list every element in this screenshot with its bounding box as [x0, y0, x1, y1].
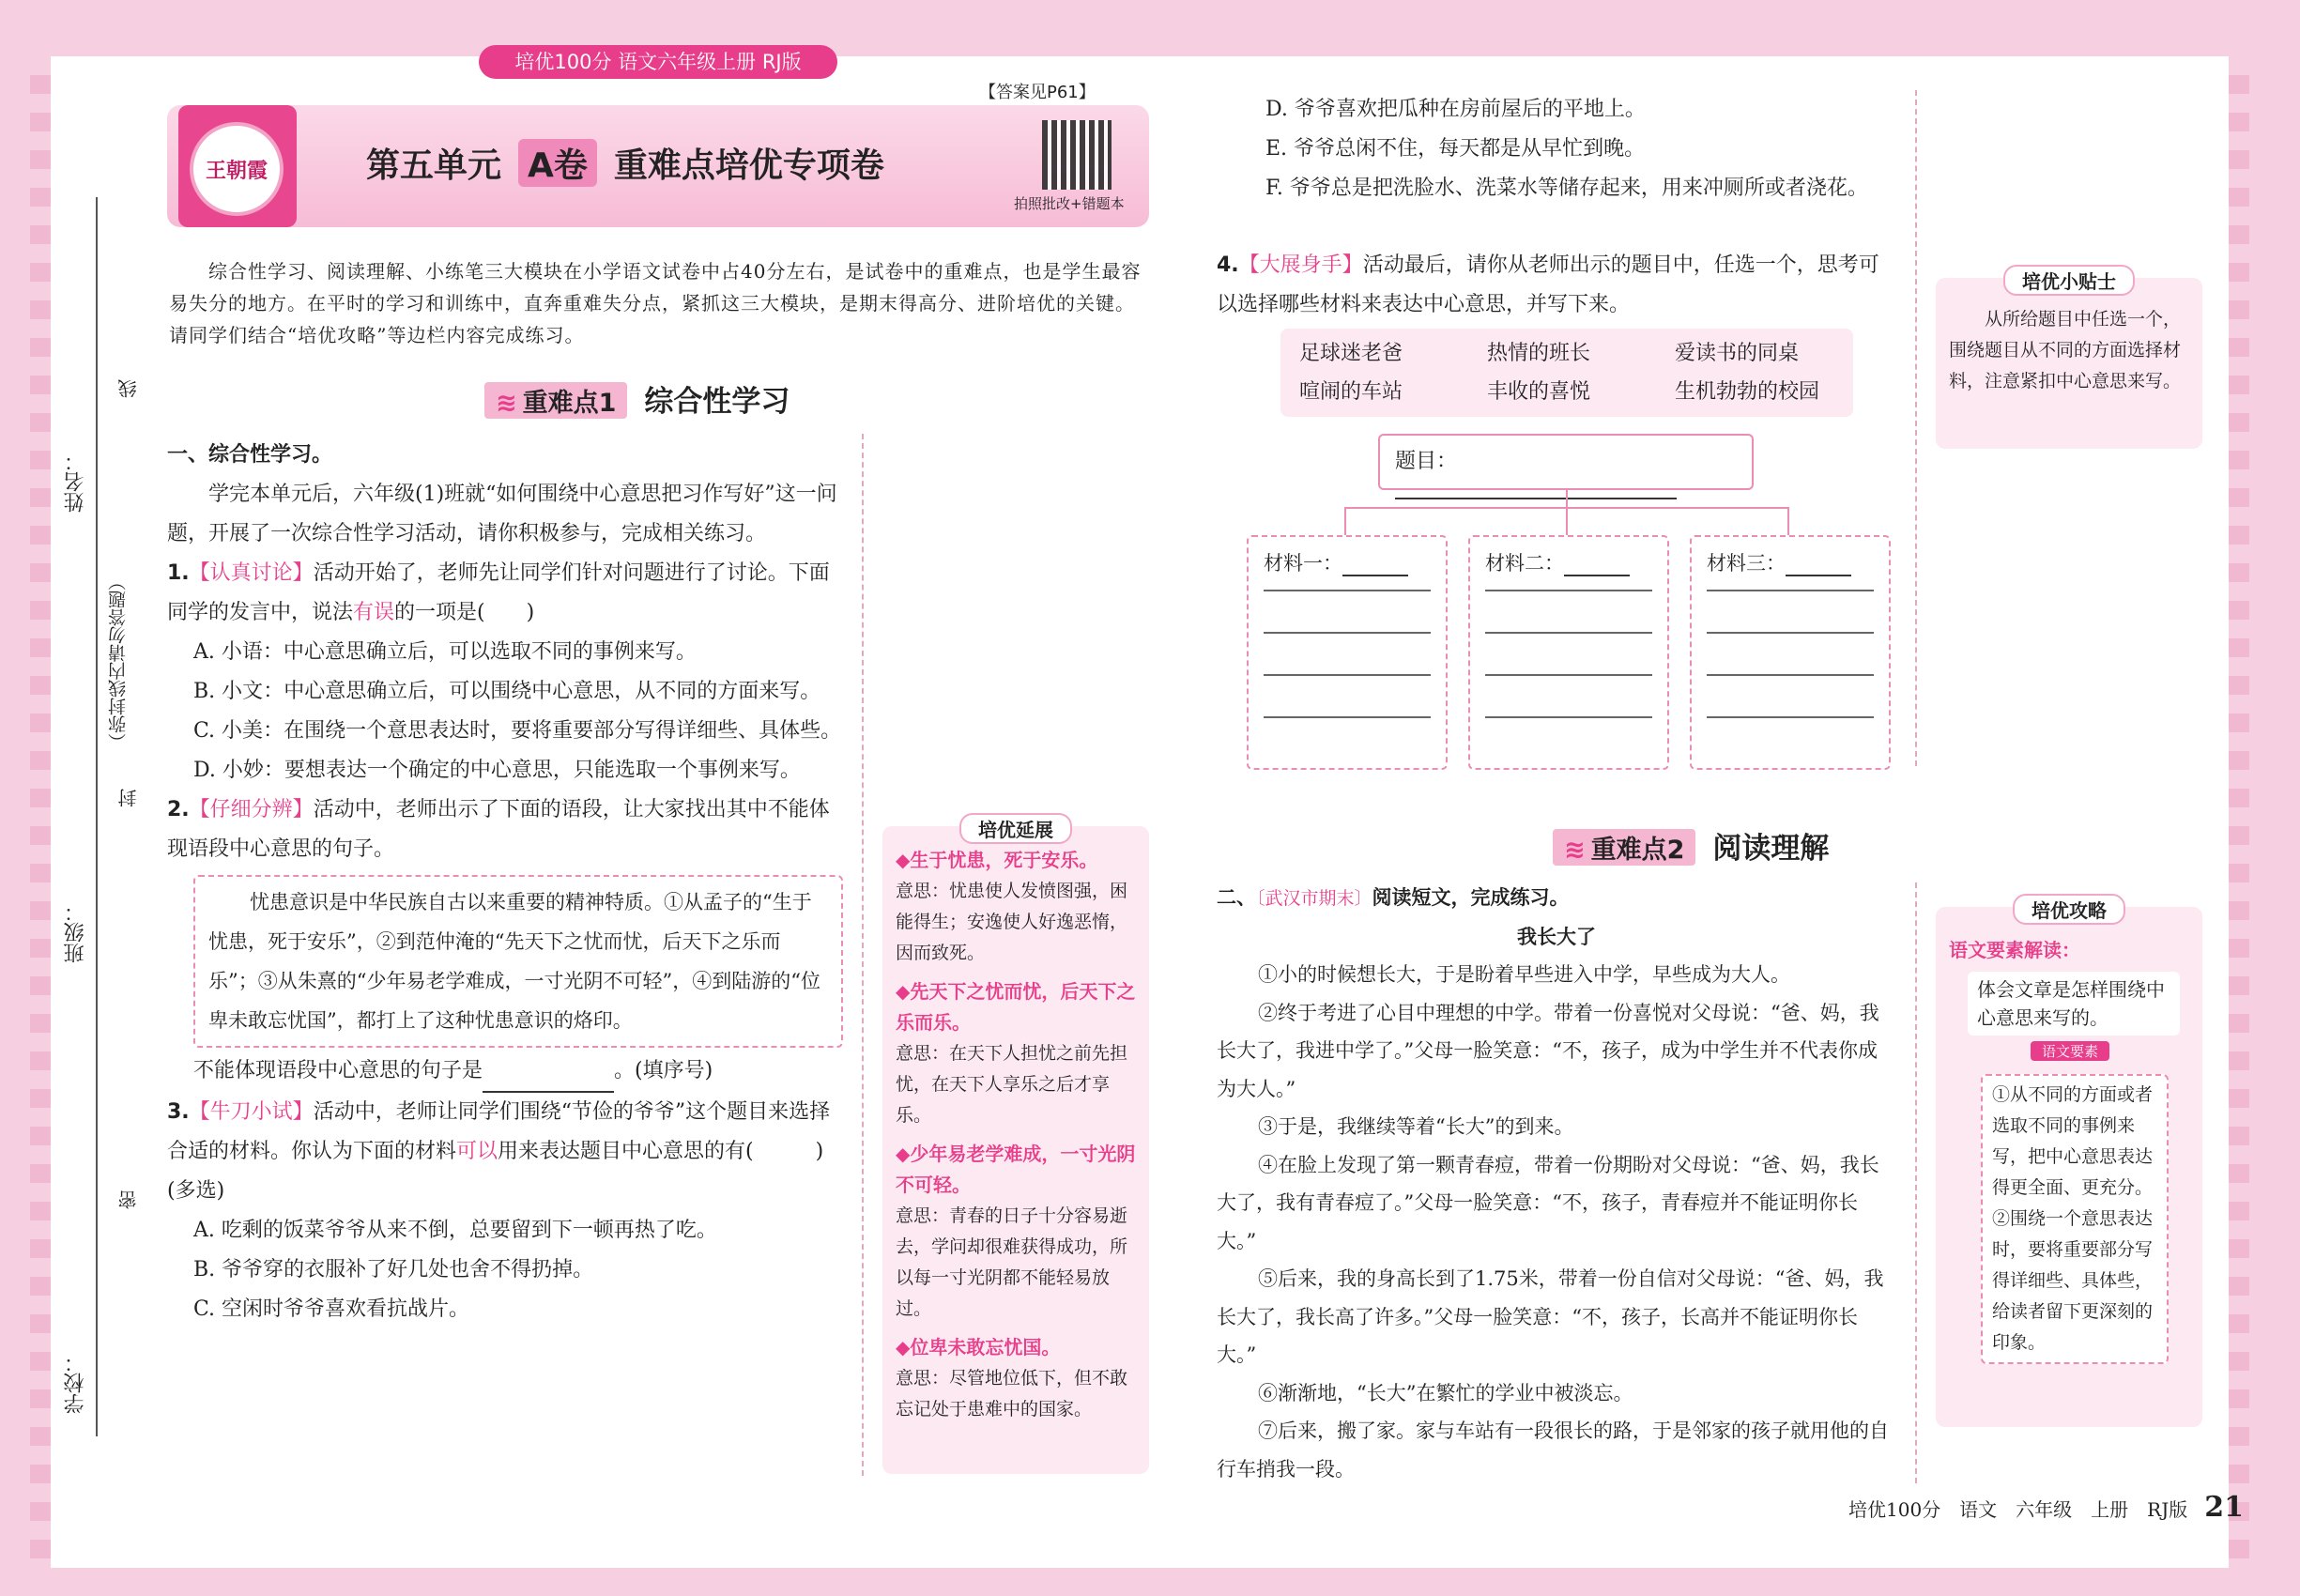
q1-option[interactable]: B. 小文：中心意思确立后，可以围绕中心意思，从不同的方面来写。	[193, 680, 821, 703]
q2-passage: 忧患意识是中华民族自古以来重要的精神特质。①从孟子的“生于忧患，死于安乐”，②到范仲淹的“先天下之忧而忧，后天下之乐而乐”；③从朱熹的“少年易老学难成，一寸光阴不可轻”，④到陆游的“位卑未敢忘忧国”，都打上了这种忧患意识的烙印。	[193, 875, 843, 1048]
logo-text: 王朝霞	[190, 122, 284, 216]
extension-items	[896, 845, 1138, 1425]
answer-line[interactable]	[1485, 674, 1652, 676]
strategy-badge: 语文要素	[2031, 1041, 2109, 1061]
left-border	[30, 56, 51, 1568]
passage-paragraph: ⑥渐渐地，“长大”在繁忙的学业中被淡忘。	[1258, 1381, 1633, 1404]
passage-paragraph: ⑤后来，我的身高长到了1.75米，带着一份自信对父母说：“爸、妈，我长大了，我长高了许多。”父母一脸笑意：“不，孩子，长高并不能证明你长大。”	[1217, 1267, 1884, 1366]
extension-quote: ◆位卑未敢忘忧国。	[896, 1336, 1061, 1358]
answer-reference: 【答案见P61】	[979, 83, 1096, 102]
unit-label: 第五单元	[366, 146, 502, 185]
right-border	[2229, 56, 2249, 1568]
q3: 3.【牛刀小试】活动中，老师让同学们围绕“节俭的爷爷”这个题目来选择合适的材料。你认为下面的材料可以用来表达题目中心意思的有( )(多选)	[167, 1100, 831, 1203]
q3-option[interactable]: F. 爷爷总是把洗脸水、洗菜水等储存起来，用来冲厕所或者浇花。	[1265, 176, 1868, 200]
qr-code-icon[interactable]	[1042, 120, 1112, 190]
topic-item: 爱读书的同桌	[1675, 342, 1800, 365]
topic-item: 热情的班长	[1487, 342, 1591, 365]
answer-line[interactable]	[1707, 590, 1874, 591]
binder-mark-tight: 密	[117, 1190, 140, 1209]
q1-option[interactable]: A. 小语：中心意思确立后，可以选取不同的事例来写。	[193, 640, 697, 664]
part1-lead: 学完本单元后，六年级(1)班就“如何围绕中心意思把习作写好”这一问题，开展了一次综合性学习活动，请你积极参与，完成相关练习。	[167, 483, 837, 545]
q3-option[interactable]: A. 吃剩的饭菜爷爷从来不倒，总要留到下一顿再热了吃。	[193, 1219, 717, 1242]
q3-option[interactable]: C. 空闲时爷爷喜欢看抗战片。	[193, 1297, 470, 1321]
footer: 培优100分 语文 六年级 上册 RJ版 21	[1848, 1491, 2244, 1524]
passage-paragraph: ①小的时候想长大，于是盼着早些进入中学，早些成为大人。	[1258, 963, 1790, 986]
section1-heading	[484, 377, 790, 420]
side-extension	[882, 819, 1149, 1474]
school-label: 学校：	[64, 1352, 87, 1414]
answer-line[interactable]	[1264, 632, 1431, 634]
column-divider	[862, 434, 864, 1476]
answer-line[interactable]	[1707, 632, 1874, 634]
topic-item: 生机勃勃的校园	[1675, 380, 1820, 404]
section2-heading	[1553, 824, 1829, 867]
q3-option[interactable]: E. 爷爷总闲不住，每天都是从早忙到晚。	[1265, 137, 1646, 161]
section2-tag: ≋ 重难点2	[1553, 829, 1695, 866]
volume-badge: A卷	[518, 139, 597, 187]
wave-icon: ≋	[496, 389, 517, 418]
answer-line[interactable]	[1485, 632, 1652, 634]
answer-line[interactable]	[1707, 716, 1874, 718]
passage-paragraph: ④在脸上发现了第一颗青春痘，带着一份期盼对父母说：“爸、妈，我长大了，我有青春痘了。”父母一脸笑意：“不，孩子，青春痘并不能证明你长大。”	[1217, 1153, 1879, 1252]
q3-option[interactable]: D. 爷爷喜欢把瓜种在房前屋后的平地上。	[1265, 98, 1646, 121]
material-box[interactable]	[1247, 535, 1448, 770]
q1-options	[167, 633, 843, 790]
title-box[interactable]: 题目：	[1378, 434, 1754, 490]
side-tip-body: 从所给题目中任选一个，围绕题目从不同的方面选择材料，注意紧扣中心意思来写。	[1949, 309, 2182, 391]
binder-mark-line: 线	[117, 379, 140, 398]
answer-line[interactable]	[1485, 716, 1652, 718]
page-title	[366, 139, 884, 187]
binder-note: （弥封线内请勿答题）	[108, 573, 129, 751]
intro-paragraph: 综合性学习、阅读理解、小练笔三大模块在小学语文试卷中占40分左右，是试卷中的重难点，也是学生最容易失分的地方。在平时的学习和训练中，直奔重难失分点，紧抓这三大模块，是期末得高分、进阶培优的关键。请同学们结合“培优攻略”等边栏内容完成练习。	[169, 260, 1142, 346]
section2-title: 阅读理解	[1712, 832, 1830, 866]
q1-option[interactable]: D. 小妙：要想表达一个确定的中心意思，只能选取一个事例来写。	[193, 759, 801, 782]
class-label: 班级：	[64, 901, 87, 963]
q2-answer: 不能体现语段中心意思的句子是 。(填序号)	[167, 1051, 843, 1093]
name-label: 姓名：	[64, 451, 87, 513]
extension-quote: ◆少年易老学难成，一寸光阴不可轻。	[896, 1143, 1136, 1196]
extension-meaning: 意思：在天下人担忧之前先担忧，在天下人享乐之后才享乐。	[896, 1043, 1128, 1126]
answer-line[interactable]	[1264, 590, 1431, 591]
topic-item: 喧闹的车站	[1299, 380, 1403, 404]
column-divider-right	[1915, 90, 1917, 766]
answer-line[interactable]	[1707, 674, 1874, 676]
side-strategy	[1936, 899, 2202, 1427]
extension-meaning: 意思：忧患使人发愤图强，困能得生；安逸使人好逸恶惰，因而致死。	[896, 881, 1128, 963]
paper-name: 重难点培优专项卷	[613, 146, 884, 185]
answer-line[interactable]	[1264, 674, 1431, 676]
passage-paragraph: ②终于考进了心目中理想的中学。带着一份喜悦对父母说：“爸、妈，我长大了，我进中学了。”父母一脸笑意：“不，孩子，成为中学生并不代表你成为大人。”	[1217, 1001, 1879, 1100]
side-tip	[1936, 270, 2202, 449]
strategy-points	[1981, 1074, 2169, 1364]
part2	[1217, 879, 1896, 1488]
passage-title: 我长大了	[1517, 925, 1596, 948]
answer-line[interactable]	[1264, 716, 1431, 718]
q3-options-right	[1239, 90, 1896, 208]
part1	[167, 436, 843, 1329]
q3-options-left	[167, 1211, 843, 1329]
extension-meaning: 意思：尽管地位低下，但不敢忘记处于患难中的国家。	[896, 1368, 1128, 1420]
material-label: 材料一：	[1264, 552, 1342, 575]
wave-icon: ≋	[1564, 836, 1586, 865]
q1: 1.【认真讨论】活动开始了，老师先让同学们针对问题进行了讨论。下面同学的发言中，说法有误的一项是( )	[167, 561, 830, 624]
section1-tag: ≋ 重难点1	[484, 382, 627, 419]
binder-mark-seal: 封	[117, 789, 140, 807]
material-label: 材料二：	[1485, 552, 1564, 575]
part2-heading: 二、〔武汉市期末〕阅读短文，完成练习。	[1217, 886, 1570, 909]
q1-option[interactable]: C. 小美：在围绕一个意思表达时，要将重要部分写得详细些、具体些。	[193, 719, 842, 743]
answer-line[interactable]	[1485, 590, 1652, 591]
page-number: 21	[2204, 1491, 2244, 1524]
topic-item: 丰收的喜悦	[1487, 380, 1591, 404]
qr-caption: 拍照批改+错题本	[1014, 195, 1125, 212]
material-label: 材料三：	[1707, 552, 1786, 575]
passage-body	[1217, 956, 1896, 1488]
extension-meaning: 意思：青春的日子十分容易逝去，学问却很难获得成功，所以每一寸光阴都不能轻易放过。	[896, 1205, 1128, 1319]
side-extension-title: 培优延展	[959, 813, 1072, 844]
part1-heading: 一、综合性学习。	[167, 443, 333, 467]
side-strategy-title: 培优攻略	[2013, 894, 2125, 925]
q2: 2.【仔细分辨】活动中，老师出示了下面的语段，让大家找出其中不能体现语段中心意思的句子。	[167, 798, 830, 861]
section1-title: 综合性学习	[644, 385, 790, 419]
topic-box	[1280, 329, 1853, 417]
brand-logo	[178, 105, 297, 227]
extension-quote: ◆先天下之忧而忧，后天下之乐而乐。	[896, 980, 1136, 1034]
strategy-sub: 语文要素解读：	[1949, 939, 2080, 961]
material-box[interactable]	[1468, 535, 1669, 770]
q4: 4.【大展身手】活动最后，请你从老师出示的题目中，任选一个，思考可以选择哪些材料来表达中心意思，并写下来。	[1217, 253, 1879, 316]
passage-paragraph: ⑦后来，搬了家。家与车站有一段很长的路，于是邻家的孩子就用他的自行车捎我一段。	[1217, 1420, 1889, 1481]
strategy-question: 体会文章是怎样围绕中心意思来写的。	[1968, 972, 2180, 1036]
q3-option[interactable]: B. 爷爷穿的衣服补了好几处也舍不得扔掉。	[193, 1258, 594, 1281]
passage-paragraph: ③于是，我继续等着“长大”的到来。	[1258, 1115, 1574, 1138]
binder-line	[96, 197, 98, 1436]
q2-blank[interactable]	[483, 1051, 614, 1093]
side-tip-title: 培优小贴士	[2003, 265, 2135, 296]
extension-quote: ◆生于忧患，死于安乐。	[896, 849, 1098, 871]
material-box[interactable]	[1690, 535, 1891, 770]
strategy-point: ②围绕一个意思表达时，要将重要部分写得详细些、具体些，给读者留下更深刻的印象。	[1992, 1208, 2154, 1353]
strategy-point: ①从不同的方面或者选取不同的事例来写，把中心意思表达得更全面、更充分。	[1992, 1084, 2154, 1198]
topic-item: 足球迷老爸	[1299, 342, 1403, 365]
series-pill: 培优100分 语文六年级上册 RJ版	[479, 45, 837, 79]
